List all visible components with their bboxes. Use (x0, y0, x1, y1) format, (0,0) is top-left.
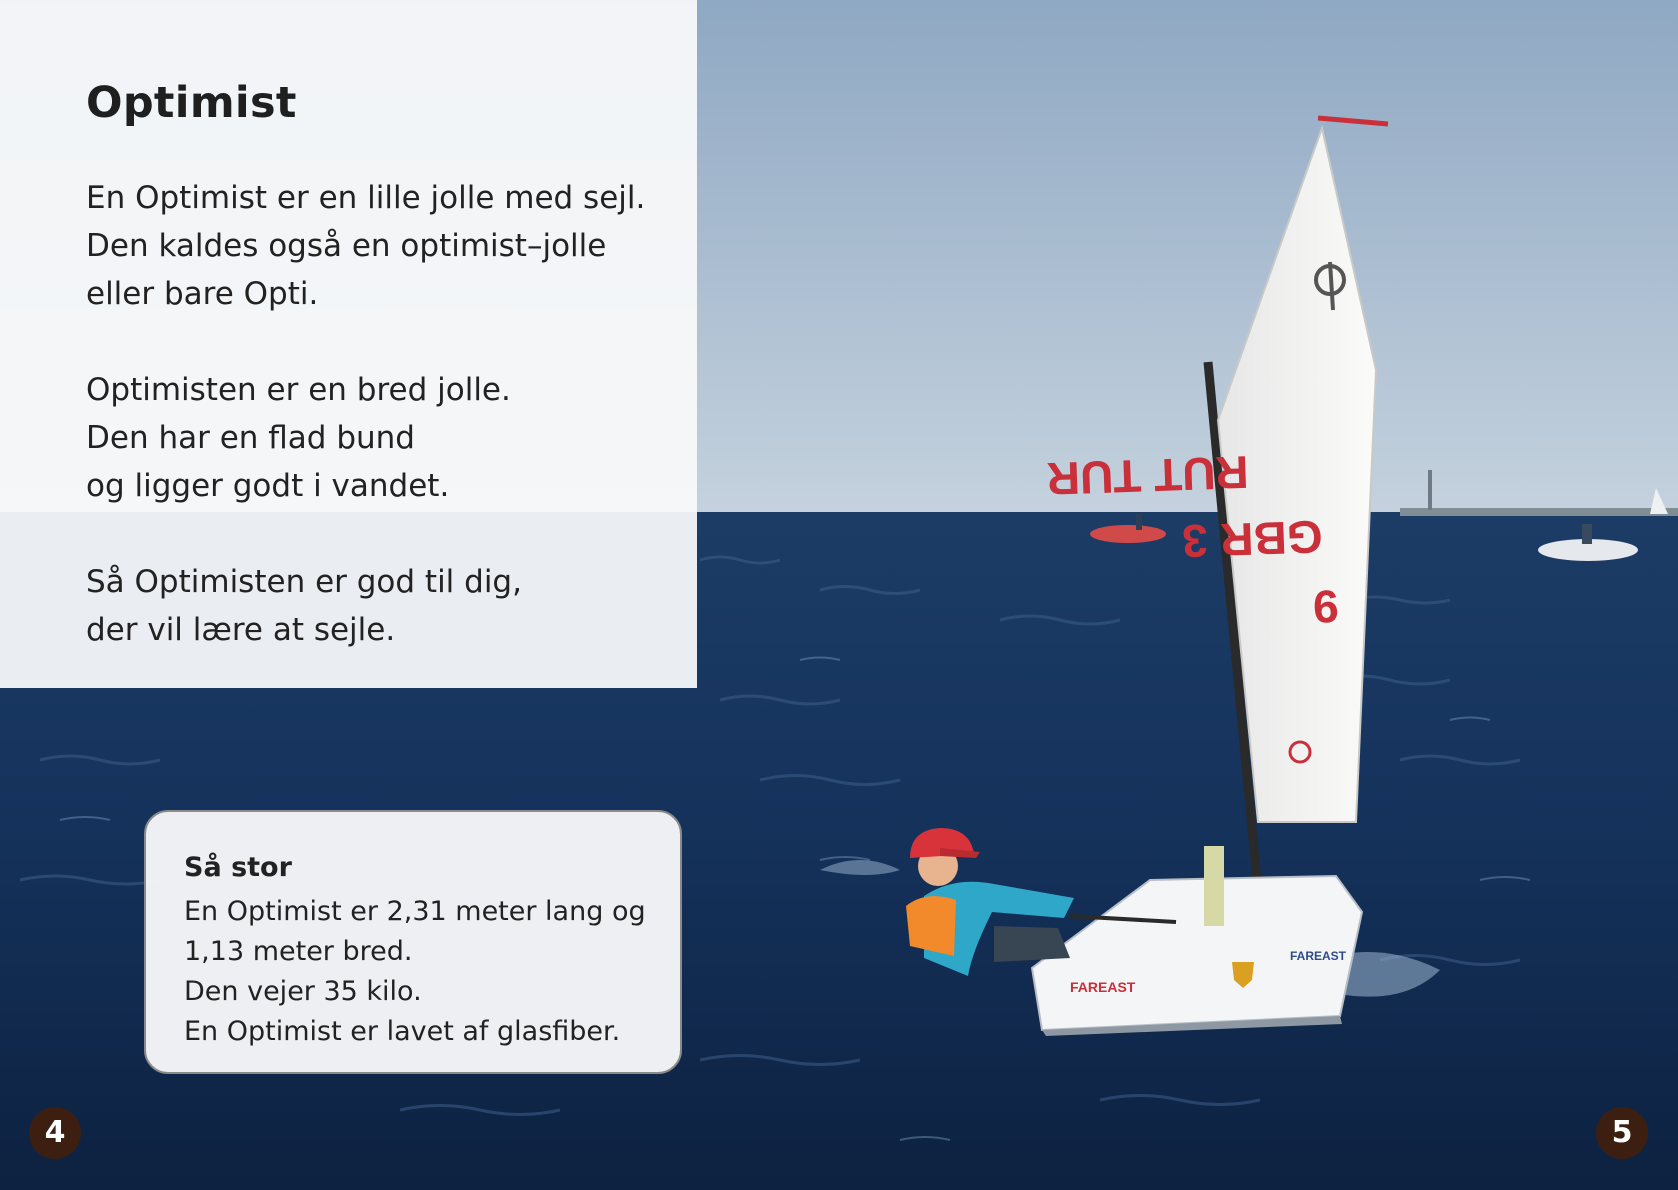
paragraph-line: eller bare Opti. (86, 276, 319, 312)
page-number-right: 5 (1596, 1107, 1648, 1159)
svg-text:FAREAST: FAREAST (1290, 949, 1347, 963)
svg-text:9: 9 (1312, 580, 1340, 634)
paragraph-shape (86, 366, 511, 510)
paragraph-conclusion (86, 558, 522, 654)
paragraph-line: Den kaldes også en optimist–jolle (86, 228, 607, 264)
fact-line: 1,13 meter bred. (184, 936, 413, 967)
paragraph-line: En Optimist er en lille jolle med sejl. (86, 180, 646, 216)
horizon-land (1400, 508, 1678, 516)
page-title: Optimist (86, 78, 297, 128)
fact-box-title: Så stor (184, 852, 292, 883)
page-number-left: 4 (29, 1107, 81, 1159)
text-panel (0, 0, 697, 688)
svg-text:GBR 3: GBR 3 (1181, 510, 1324, 568)
hull-lettering: FAREAST (1070, 979, 1136, 995)
paragraph-line: Optimisten er en bred jolle. (86, 372, 511, 408)
paragraph-line: der vil lære at sejle. (86, 612, 396, 648)
fact-line: Den vejer 35 kilo. (184, 976, 422, 1007)
paragraph-line: Så Optimisten er god til dig, (86, 564, 522, 600)
paragraph-line: og ligger godt i vandet. (86, 468, 450, 504)
fact-line: En Optimist er 2,31 meter lang og (184, 896, 646, 927)
svg-text:RUT TUR: RUT TUR (1045, 446, 1250, 506)
paragraph-intro (86, 174, 645, 318)
fact-box (144, 810, 682, 1074)
fact-line: En Optimist er lavet af glasfiber. (184, 1016, 621, 1047)
paragraph-line: Den har en flad bund (86, 420, 415, 456)
